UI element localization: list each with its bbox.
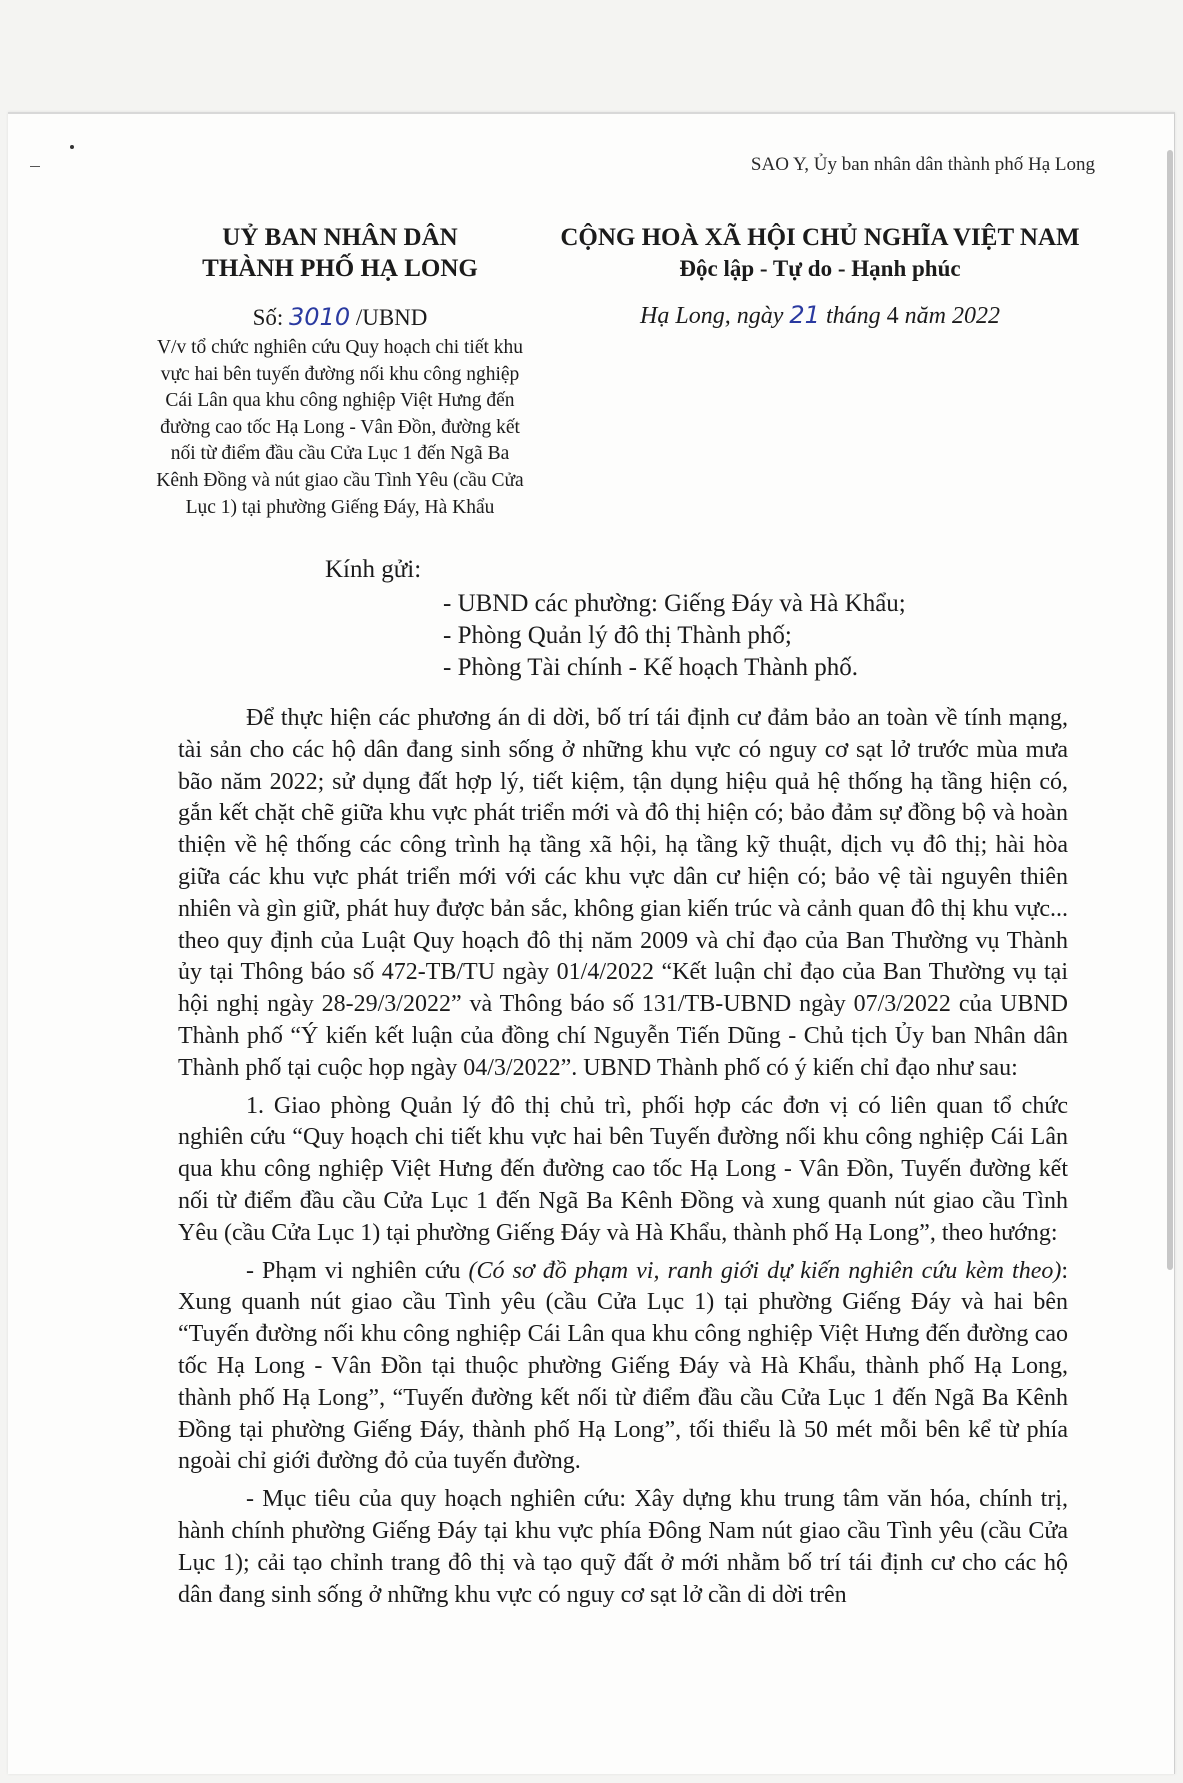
body-paragraph-2: 1. Giao phòng Quản lý đô thị chủ trì, phối hợp các đơn vị có liên quan tổ chức nghiên cứu “Quy hoạch chi tiết khu vực hai bên Tuyến đường nối khu công nghiệp Cái Lân qua khu công nghiệp Việt Hưng đến đường cao tốc Hạ Long - Vân Đồn, Tuyến đường kết nối từ điểm đầu cầu Cửa Lục 1 đến Ngã Ba Kênh Đồng và xung quanh nút giao cầu Tình Yêu (cầu Cửa Lục 1) tại phường Giếng Đáy và Hà Khẩu, thành phố Hạ Long”, theo hướng:: [178, 1092, 1068, 1246]
date-prefix: Hạ Long, ngày: [640, 303, 784, 329]
handwritten-day: 21: [789, 301, 820, 329]
handwritten-number: 3010: [289, 303, 351, 331]
body-paragraph-3: [178, 1256, 1068, 1479]
salutation: Kính gửi:: [325, 556, 422, 583]
issuer-line-1: UỶ BAN NHÂN DÂN: [222, 224, 458, 251]
scope-text: : Xung quanh nút giao cầu Tình yêu (cầu Cửa Lục 1) tại phường Giếng Đáy và hai bên “Tuyến đường nối khu công nghiệp Cái Lân qua khu công nghiệp Việt Hưng đến đường cao tốc Hạ Long - Vân Đồn tại thuộc phường Giếng Đáy và Hà Khẩu, thành phố Hạ Long, thành phố Hạ Long”, “Tuyến đường kết nối từ điểm đầu cầu Cửa Lục 1 đến Ngã Ba Kênh Đồng tại phường Giếng Đáy, thành phố Hạ Long”, tối thiểu là 50 mét mỗi bên kể từ phía ngoài chỉ giới đường đỏ của tuyến đường.: [178, 1257, 1069, 1475]
recipient-list: [443, 588, 906, 684]
body-paragraph-4: - Mục tiêu của quy hoạch nghiên cứu: Xây dựng khu trung tâm văn hóa, chính trị, hành chính phường Giếng Đáy tại khu vực phía Đông Nam nút giao cầu Tình yêu (cầu Cửa Lục 1); cải tạo chỉnh trang đô thị và tạo quỹ đất ở mới nhằm bố trí tái định cư cho các hộ dân đang sinh sống ở những khu vực có nguy cơ sạt lở cần di dời trên: [178, 1486, 1068, 1608]
number-prefix: Số:: [252, 305, 284, 330]
national-block: [555, 222, 1085, 333]
recipient-item: - Phòng Tài chính - Kế hoạch Thành phố.: [443, 654, 858, 681]
scan-speck: [30, 166, 40, 167]
scope-lead: - Phạm vi nghiên cứu: [246, 1257, 469, 1284]
copy-note: SAO Y, Ủy ban nhân dân thành phố Hạ Long: [750, 154, 1095, 175]
month-label: tháng: [825, 303, 881, 329]
recipient-item: - Phòng Quản lý đô thị Thành phố;: [443, 622, 792, 649]
document-body: [178, 703, 1068, 1611]
issuer-line-2: THÀNH PHỐ HẠ LONG: [202, 255, 478, 282]
subject-line: V/v tổ chức nghiên cứu Quy hoạch chi tiết khu vực hai bên tuyến đường nối khu công nghiệp Cái Lân qua khu công nghiệp Việt Hưng đến đường cao tốc Hạ Long - Vân Đồn, đường kết nối từ điểm đầu cầu Cửa Lục 1 đến Ngã Ba Kênh Đồng và nút giao cầu Tình Yêu (cầu Cửa Lục 1) tại phường Giếng Đáy, Hà Khẩu: [156, 337, 524, 518]
scope-note-italic: (Có sơ đồ phạm vi, ranh giới dự kiến nghiên cứu kèm theo): [468, 1257, 1062, 1284]
body-paragraph-1: Để thực hiện các phương án di dời, bố trí tái định cư đảm bảo an toàn về tính mạng, tài sản cho các hộ dân đang sinh sống ở những khu vực có nguy cơ sạt lở trước mùa mưa bão năm 2022; sử dụng đất hợp lý, tiết kiệm, tận dụng hiệu quả hệ thống hạ tầng hiện có, gắn kết chặt chẽ giữa khu vực phát triển mới và đô thị hiện có; bảo đảm sự đồng bộ và hoàn thiện về hệ thống các công trình hạ tầng xã hội, hạ tầng kỹ thuật, dịch vụ đô thị; hài hòa giữa các khu vực phát triển mới với các khu vực dân cư hiện có; bảo vệ tài nguyên thiên nhiên và gìn giữ, phát huy được bản sắc, không gian kiến trúc và cảnh quan đô thị khu vực... theo quy định của Luật Quy hoạch đô thị năm 2009 và chỉ đạo của Ban Thường vụ Thành ủy tại Thông báo số 472-TB/TU ngày 01/4/2022 “Kết luận chỉ đạo của Ban Thường vụ tại hội nghị ngày 28-29/3/2022” và Thông báo số 131/TB-UBND ngày 07/3/2022 của UBND Thành phố “Ý kiến kết luận của đồng chí Nguyễn Tiến Dũng - Chủ tịch Ủy ban Nhân dân Thành phố tại cuộc họp ngày 04/3/2022”. UBND Thành phố có ý kiến chỉ đạo như sau:: [178, 705, 1068, 1081]
scan-edge-shadow: [1167, 150, 1173, 1270]
national-name: CỘNG HOÀ XÃ HỘI CHỦ NGHĨA VIỆT NAM: [560, 224, 1080, 251]
document-number: [150, 300, 530, 335]
year-label: năm 2022: [904, 303, 1000, 329]
recipient-item: - UBND các phường: Giếng Đáy và Hà Khẩu;: [443, 590, 906, 617]
national-motto: Độc lập - Tự do - Hạnh phúc: [679, 256, 961, 281]
date-line: [555, 298, 1085, 333]
issuer-block: [150, 222, 530, 521]
month-value: 4: [886, 303, 899, 329]
scan-speck: [70, 145, 74, 149]
number-suffix: /UBND: [355, 305, 428, 330]
